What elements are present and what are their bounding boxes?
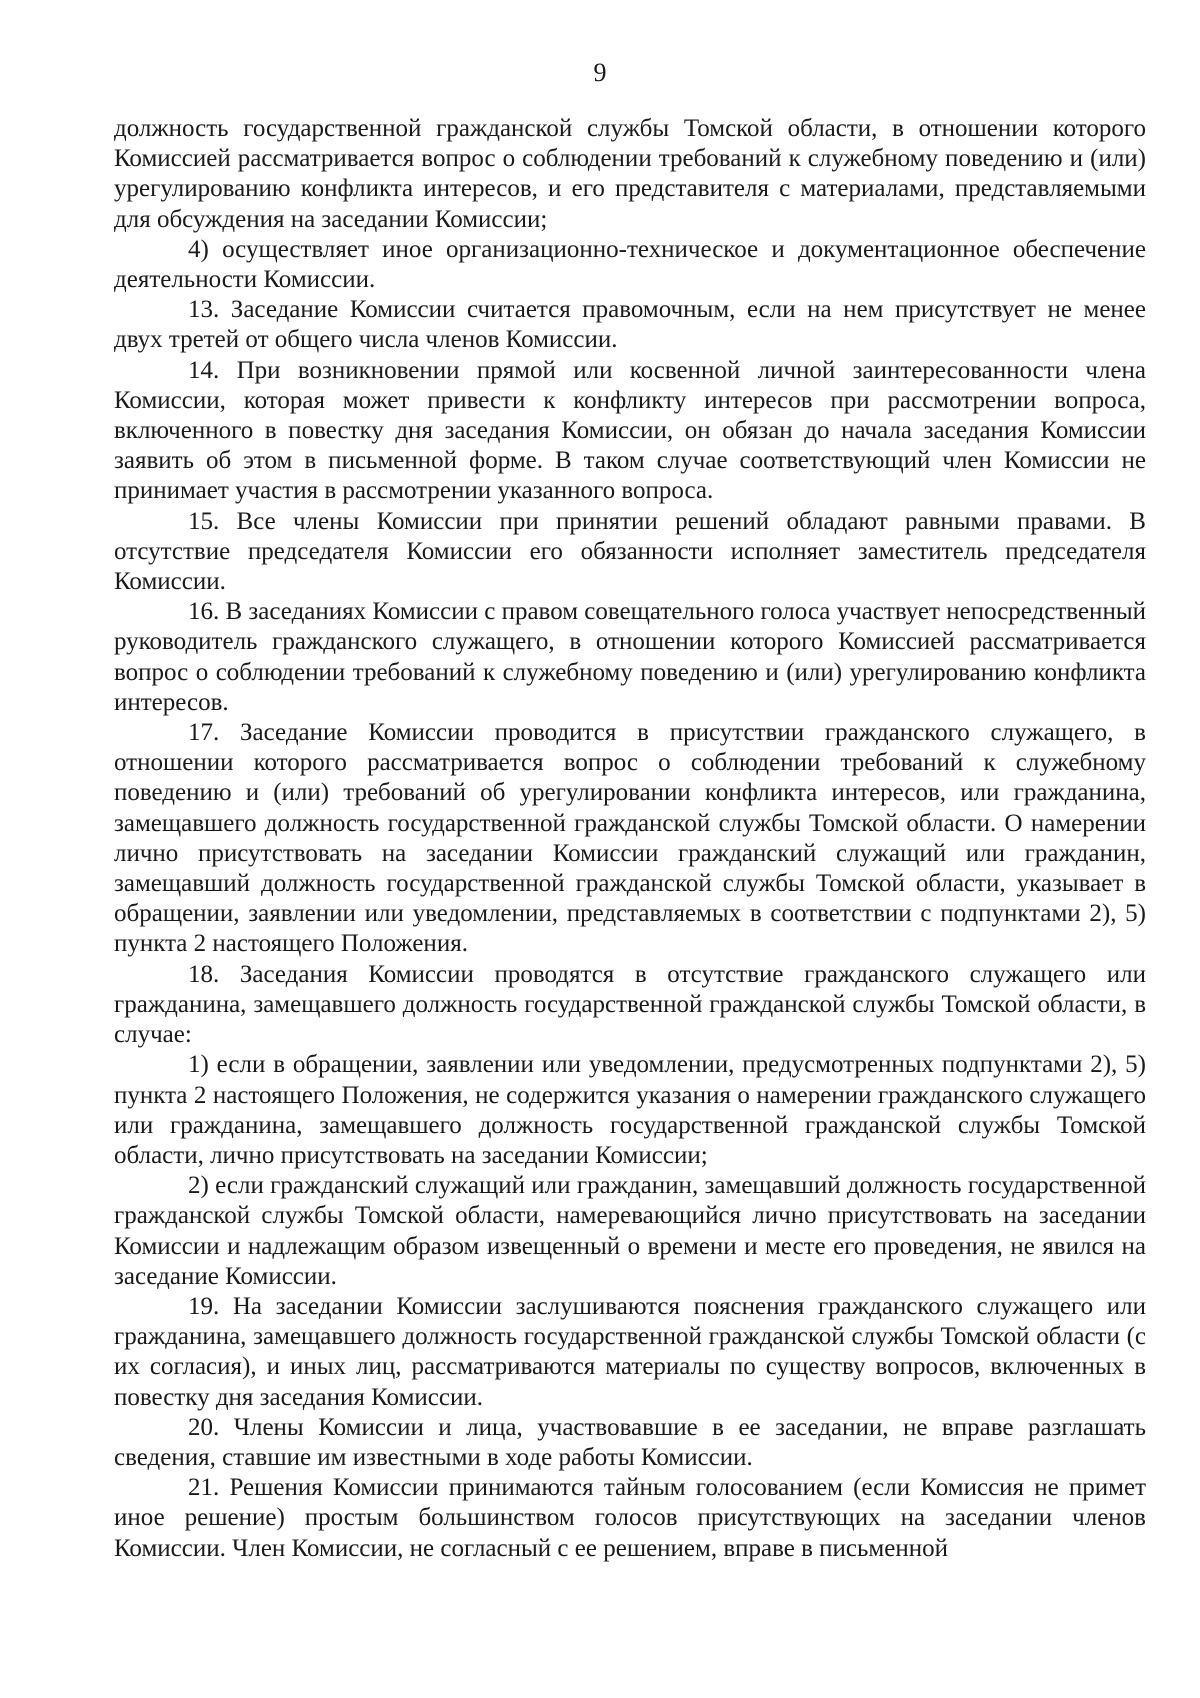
- paragraph-21: 21. Решения Комиссии принимаются тайным голосованием (если Комиссия не примет иное решение) простым большинством голосов присутствующих на заседании членов Комиссии. Член Комиссии, не согласный с ее решением, вправе в письменной: [114, 1474, 1146, 1562]
- paragraph-continuation: должность государственной гражданской службы Томской области, в отношении которого Комиссией рассматривается вопрос о соблюдении требований к служебному поведению и (или) урегулированию конфликта интересов, и его представителя с материалами, представляемыми для обсуждения на заседании Комиссии;: [114, 115, 1146, 233]
- paragraph-18: 18. Заседания Комиссии проводятся в отсутствие гражданского служащего или гражданина, замещавшего должность государственной гражданской службы Томской области, в случае:: [114, 960, 1146, 1049]
- paragraph-item-4: 4) осуществляет иное организационно-техническое и документационное обеспечение деятельности Комиссии.: [114, 235, 1146, 294]
- page-number: 9: [593, 58, 607, 87]
- paragraph-18-item-1: 1) если в обращении, заявлении или уведомлении, предусмотренных подпунктами 2), 5) пункта 2 настоящего Положения, не содержится указания о намерении гражданского служащего или гражданина, замещавшего должность государственной гражданской службы Томской области, лично присутствовать на заседании Комиссии;: [114, 1051, 1146, 1169]
- paragraph-16: 16. В заседаниях Комиссии с правом совещательного голоса участвует непосредственный руководитель гражданского служащего, в отношении которого Комиссией рассматривается вопрос о соблюдении требований к служебному поведению и (или) урегулированию конфликта интересов.: [114, 598, 1146, 716]
- paragraph-13: 13. Заседание Комиссии считается правомочным, если на нем присутствует не менее двух третей от общего числа членов Комиссии.: [114, 296, 1146, 354]
- document-body: [114, 114, 1146, 1564]
- paragraph-20: 20. Члены Комиссии и лица, участвовавшие в ее заседании, не вправе разглашать сведения, ставшие им известными в ходе работы Комиссии.: [114, 1413, 1146, 1471]
- paragraph-15: 15. Все члены Комиссии при принятии решений обладают равными правами. В отсутствие председателя Комиссии его обязанности исполняет заместитель председателя Комиссии.: [114, 507, 1146, 596]
- paragraph-17: 17. Заседание Комиссии проводится в присутствии гражданского служащего, в отношении которого рассматривается вопрос о соблюдении требований к служебному поведению и (или) требований об урегулировании конфликта интересов, или гражданина, замещавшего должность государственной гражданской службы Томской области. О намерении лично присутствовать на заседании Комиссии гражданский служащий или гражданин, замещавший должность государственной гражданской службы Томской области, указывает в обращении, заявлении или уведомлении, представляемых в соответствии с подпунктами 2), 5) пункта 2 настоящего Положения.: [114, 719, 1146, 958]
- paragraph-14: 14. При возникновении прямой или косвенной личной заинтересованности члена Комиссии, которая может привести к конфликту интересов при рассмотрении вопроса, включенного в повестку дня заседания Комиссии, он обязан до начала заседания Комиссии заявить об этом в письменной форме. В таком случае соответствующий член Комиссии не принимает участия в рассмотрении указанного вопроса.: [114, 356, 1146, 505]
- paragraph-18-item-2: 2) если гражданский служащий или гражданин, замещавший должность государственной гражданской службы Томской области, намеревающийся лично присутствовать на заседании Комиссии и надлежащим образом извещенный о времени и месте его проведения, не явился на заседание Комиссии.: [114, 1172, 1146, 1290]
- paragraph-19: 19. На заседании Комиссии заслушиваются пояснения гражданского служащего или гражданина, замещавшего должность государственной гражданской службы Томской области (с их согласия), и иных лиц, рассматриваются материалы по существу вопросов, включенных в повестку дня заседания Комиссии.: [114, 1292, 1146, 1411]
